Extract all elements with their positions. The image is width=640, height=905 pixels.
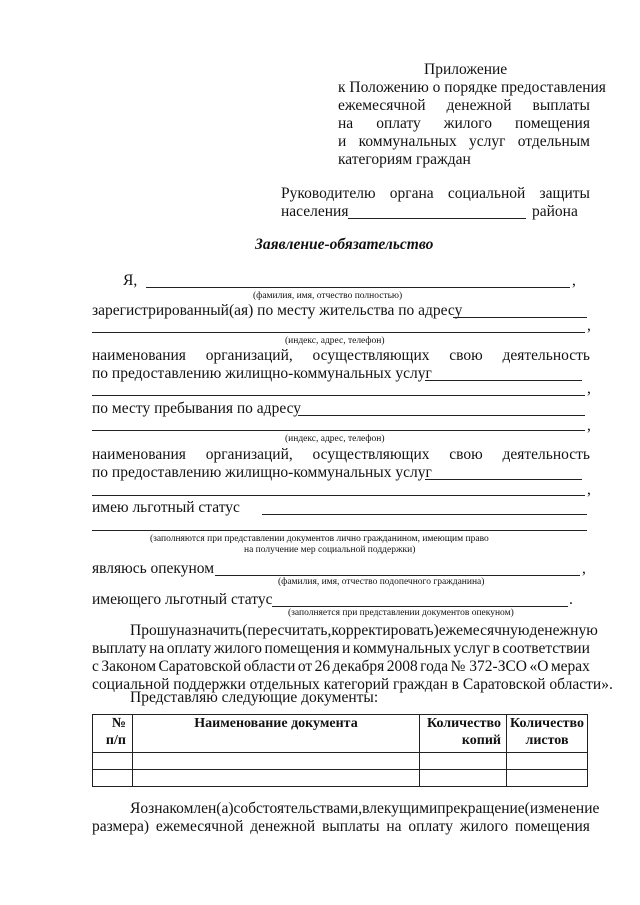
benefit-status-blank-1[interactable] xyxy=(262,514,587,515)
word: деятельность xyxy=(502,347,590,364)
word: с xyxy=(233,800,241,817)
footer-line-2 xyxy=(92,818,590,836)
documents-intro: Представляю следующие документы: xyxy=(130,689,379,706)
word: влекущими xyxy=(362,800,438,817)
word: назначить xyxy=(176,622,243,639)
table-header-row xyxy=(93,715,588,753)
word: на xyxy=(149,640,165,657)
header-number-line2: п/п xyxy=(105,733,126,748)
addressee-line-1 xyxy=(281,185,590,203)
table-cell[interactable] xyxy=(507,770,588,787)
table-cell[interactable] xyxy=(93,753,133,770)
orgs2-line-2: по предоставлению жилищно-коммунальных услуг xyxy=(92,464,432,481)
addressee-population: населения xyxy=(281,203,349,220)
full-name-blank[interactable] xyxy=(146,287,570,288)
word: выплаты xyxy=(532,97,590,114)
addressee-district: района xyxy=(532,203,578,220)
orgs2-blank-2[interactable] xyxy=(92,495,585,496)
word: оплату xyxy=(376,115,421,132)
word: корректировать) xyxy=(331,622,439,639)
word: наименования xyxy=(92,446,186,463)
word: организаций, xyxy=(205,446,293,463)
comma: , xyxy=(572,272,576,289)
footer-line-1 xyxy=(130,800,600,818)
request-line-1 xyxy=(130,622,598,640)
orgs2-blank-1[interactable] xyxy=(425,479,582,480)
appendix-line-5 xyxy=(338,151,590,169)
word: обстоятельствами, xyxy=(240,800,363,817)
orgs2-line-1 xyxy=(92,446,590,464)
word: денежной xyxy=(446,97,512,114)
request-line-3 xyxy=(92,658,590,676)
comma: , xyxy=(587,380,591,397)
word: соответствии xyxy=(502,640,590,657)
orgs-line-2: по предоставлению жилищно-коммунальных услуг xyxy=(92,365,432,382)
word: ежемесячную xyxy=(438,622,530,639)
benefit-status-label: имею льготный статус xyxy=(92,499,240,516)
word: № 372-ЗСО xyxy=(450,658,527,675)
ward-status-blank[interactable] xyxy=(272,606,568,607)
word: денежной xyxy=(250,818,316,835)
word: (изменение xyxy=(524,800,600,817)
word: денежную xyxy=(529,622,598,639)
comma: , xyxy=(587,317,591,334)
table-cell[interactable] xyxy=(132,770,419,787)
word: помещения xyxy=(264,640,340,657)
hint-address-1: (индекс, адрес, телефон) xyxy=(285,336,385,346)
table-row xyxy=(93,770,588,787)
guardian-blank[interactable] xyxy=(215,575,580,576)
word: жилого xyxy=(459,818,509,835)
word: года xyxy=(420,658,449,675)
word: организаций, xyxy=(205,347,293,364)
header-copies-line2: копий xyxy=(461,733,502,748)
table-cell[interactable] xyxy=(420,753,507,770)
word: помещения xyxy=(514,115,590,132)
word: осуществляющих xyxy=(312,446,430,463)
header-document-name xyxy=(132,715,419,753)
word: от xyxy=(297,658,313,675)
stay-address-blank-1[interactable] xyxy=(298,415,585,416)
benefit-status-blank-2[interactable] xyxy=(92,530,587,531)
guardian-label: являюсь опекуном xyxy=(92,560,215,577)
header-copies xyxy=(420,715,507,753)
appendix-line-3 xyxy=(338,115,590,133)
word: прекращение xyxy=(437,800,525,817)
hint-benefit-2: на получение мер социальной поддержки) xyxy=(244,545,416,555)
word: отдельным xyxy=(517,133,590,150)
documents-table xyxy=(92,714,588,787)
word: выплаты xyxy=(322,818,380,835)
word: Саратовской xyxy=(158,658,242,675)
word: жилого xyxy=(443,115,492,132)
header-copies-line1: Количество xyxy=(426,716,502,731)
appendix-line-4 xyxy=(338,133,590,151)
word: услуг xyxy=(469,133,506,150)
word: области xyxy=(243,658,296,675)
word: на xyxy=(338,115,354,132)
word: 2008 xyxy=(386,658,418,675)
word: Законом xyxy=(101,658,157,675)
word: и xyxy=(342,640,351,657)
hint-address-2: (индекс, адрес, телефон) xyxy=(285,434,385,444)
word: ежемесячной xyxy=(155,818,244,835)
word: наименования xyxy=(92,347,186,364)
word: к Положению о порядке предоставления xyxy=(338,79,606,96)
word: органа xyxy=(389,185,434,202)
word: размера) xyxy=(92,818,150,835)
word: осуществляющих xyxy=(312,347,430,364)
district-blank[interactable] xyxy=(348,218,526,219)
word: услуг xyxy=(453,640,490,657)
comma: , xyxy=(582,560,586,577)
header-number xyxy=(93,715,133,753)
word: выплату xyxy=(92,640,147,657)
hint-ward: (заполняется при представлении документов опекуном) xyxy=(288,608,514,618)
appendix-line-1 xyxy=(338,79,606,97)
word: Я xyxy=(130,800,141,817)
orgs-line-1 xyxy=(92,347,590,365)
table-cell[interactable] xyxy=(132,753,419,770)
comma: , xyxy=(587,417,591,434)
header-sheets-line2: листов xyxy=(525,733,569,748)
word: коммунальных xyxy=(358,133,457,150)
registered-address-blank-1[interactable] xyxy=(453,317,587,318)
word: защиты xyxy=(539,185,590,202)
word: свою xyxy=(449,446,483,463)
word: в xyxy=(492,640,500,657)
appendix-title: Приложение xyxy=(424,61,508,78)
word: и xyxy=(338,133,347,150)
word: категориям граждан xyxy=(338,151,471,168)
ward-status-label: имеющего льготный статус xyxy=(92,591,273,608)
request-line-2 xyxy=(92,640,590,658)
word: с xyxy=(92,658,99,675)
word: 26 xyxy=(314,658,331,675)
word: (пересчитать, xyxy=(242,622,332,639)
header-sheets xyxy=(507,715,588,753)
word: коммунальных xyxy=(352,640,451,657)
table-cell[interactable] xyxy=(420,770,507,787)
word: на xyxy=(386,818,402,835)
word: жилого xyxy=(213,640,263,657)
document-title: Заявление-обязательство xyxy=(255,236,434,253)
table-cell[interactable] xyxy=(507,753,588,770)
word: свою xyxy=(449,347,483,364)
word: ознакомлен(а) xyxy=(140,800,234,817)
word: мерах xyxy=(550,658,590,675)
header-number-line1: № xyxy=(111,716,126,731)
header-sheets-line1: Количество xyxy=(509,716,585,731)
hint-guardian: (фамилия, имя, отчество подопечного гражданина) xyxy=(278,577,485,587)
request-line-4: социальной поддержки отдельных категорий граждан в Саратовской области». xyxy=(92,676,613,693)
word: декабря xyxy=(332,658,385,675)
hint-benefit-1: (заполняются при представлении документов лично гражданином, имеющим право xyxy=(150,534,489,544)
word: помещения xyxy=(514,818,590,835)
appendix-line-2 xyxy=(338,97,590,115)
ya-label: Я, xyxy=(123,272,138,289)
table-cell[interactable] xyxy=(93,770,133,787)
registered-address-blank-2[interactable] xyxy=(92,332,585,333)
word: деятельность xyxy=(502,446,590,463)
period: . xyxy=(569,591,573,608)
word: оплату xyxy=(166,640,212,657)
stay-address-label: по месту пребывания по адресу xyxy=(92,400,302,417)
word: Руководителю xyxy=(281,185,376,202)
orgs-blank-1[interactable] xyxy=(425,380,582,381)
word: ежемесячной xyxy=(338,97,426,114)
word: Прошу xyxy=(130,622,177,639)
word: социальной xyxy=(447,185,526,202)
word: оплату xyxy=(408,818,453,835)
word: «О xyxy=(529,658,549,675)
header-document-name-line1: Наименование документа xyxy=(194,716,358,731)
comma: , xyxy=(587,481,591,498)
registered-label: зарегистрированный(ая) по месту жительства по адресу xyxy=(92,302,463,319)
stay-address-blank-2[interactable] xyxy=(92,430,585,431)
orgs-blank-2[interactable] xyxy=(92,395,585,396)
hint-full-name: (фамилия, имя, отчество полностью) xyxy=(253,291,403,301)
table-row xyxy=(93,753,588,770)
